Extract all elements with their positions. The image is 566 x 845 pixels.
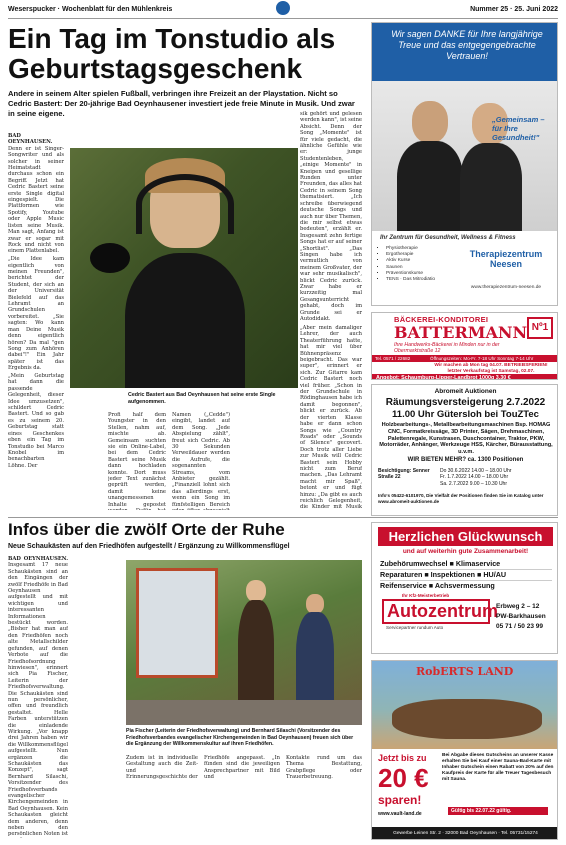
ad-auktion — [371, 384, 558, 516]
ad-besichtigung: Besichtigung: Senner Straße 22 — [378, 468, 430, 480]
ad-info: Info's 05422-6101970, Die Vielfalt der Positionen finden Sie im Katalog unter www.abromeit-auktionen.de — [378, 493, 544, 504]
ad-foot: WIR BIETEN MEHR? ca. 1300 Positionen — [407, 457, 524, 463]
ad-baeckerei — [371, 312, 558, 380]
ad-prefix: Jetzt bis zu — [378, 753, 427, 763]
spa-photo — [372, 661, 558, 749]
article-headline: Ein Tag im Tonstudio als Geburtstagsgeschenk — [8, 23, 336, 84]
photo-caption-2: Pia Fischer (Leiterin der Friedhofsverwaltung) und Bernhard Silaschi (Vorsitzender des Friedhofsverbandes evangelischer Kirchengemeinden in Bad Oeynhausen) freuen sich über die Ergänzung der Willkommenskultur auf ihren Friedhöfen. — [126, 728, 354, 747]
ad-offer: Angebot: Schaumburg-Lipper-Landbrot 1000g 3,30 € — [376, 375, 511, 380]
masthead — [8, 3, 558, 19]
photo-caption: Cedric Bastert aus Bad Oeynhausen hat seine erste Single aufgenommen. — [128, 392, 276, 405]
number-one-badge: Nº1 — [527, 317, 553, 339]
list-item: ▪ Ergotherapie — [386, 252, 435, 258]
column-text: Denn er ist Singer-Songwriter und als solcher in seiner Heimatstadt durchaus schon ein Begriff. Jetzt hat Cedric Bastert seine erste Single digital eingespielt. Die Plattformen wie Spotify, Youtube oder Apple Music listen seine Musik. Man sagt, Anfang ist zwar er sogar mit Rock und nicht von einem Plattenlabel. — [8, 145, 64, 255]
publication-name: Weserspucker · Wochenblatt für den Mühlenkreis — [8, 6, 173, 13]
ad-therapiezentrum — [371, 22, 558, 306]
team-photo — [372, 81, 558, 231]
service-item: Zubehörumwechsel ■ Klimaservice — [380, 559, 552, 570]
list-item: ▪ Aktiv Kurse — [386, 258, 435, 264]
column-text: Namen („Cedde") eingibt, landet auf dem Song. „Jede Abspielung zählt", freut sich Cedric. Ab 30 Sekunden Verweildauer werden die Aufrufe, die sogenannten Streams, vom Anbieter gezählt. „Finanziell lohnt sich das allerdings erst, wenn ein Song im fünfstelligen Bereich — [172, 412, 230, 508]
headphones-icon — [136, 174, 234, 234]
column-text: sik gehört und gelesen werden kann", ist seine Absicht. Denn der Song „Momente" ist für viele gedacht, die ähnliche Gefühle wie er: junge Studentenleben, „einige Momente" in Kneipen und gesellige Runden unter Freunden, das alles hat Cedric in seinem Song thematisiert. „Ich schreibe überwiegend deutsche Songs und auch nur über Themen, die mir selbst etwas bedeuten", erzählt er. Insgesamt zehn fertige Songs hat er auf seiner „Shortlist". „Das Singen habe ich vermutlich von meinem Großvater, der war sehr musikalisch", blickt Cedric zurück. Zwar habe er kurzzeitig mal Gesangsunterricht gehabt, doch im Grunde sei er Autodidakt. — [300, 111, 362, 321]
article-headline-2: Infos über die zwölf Orte der Ruhe — [8, 520, 285, 539]
ad-text: Bei Abgabe dieses Gutscheins an unserer Kasse erhalten Sie bei Kauf einer Sauna-Bad-Karte mit Inhaber Gutschein einen Rabatt von 20% auf den Kaufpreis der Karte für alle Treuer Tagesbesuch mit Sauna. — [442, 753, 554, 782]
ad-tagline: Servicepartner rundum Auto — [386, 625, 444, 630]
singer-photo — [70, 148, 298, 388]
ad-title: Herzlichen Glückwunsch — [378, 527, 553, 546]
article-column-3 — [172, 412, 230, 510]
article-column-4 — [300, 111, 362, 321]
ad-meister: Ihr Kfz-Meisterbetrieb — [402, 593, 450, 598]
list-item: ▪ Saunen — [386, 265, 435, 271]
bird-logo-icon — [276, 1, 290, 15]
ad-zentrum: Ihr Zentrum für Gesundheit, Wellness & Fitness — [380, 235, 516, 241]
column-text: Kontakte rund um das Thema Bestattung, Grabpflege oder Trauerbetreuung. — [286, 755, 362, 781]
ad-thanks-text: Wir sagen DANKE für Ihre langjährige Treue und das entgegengebrachte Vertrauen! — [391, 29, 543, 61]
column-text: Insgesamt 17 neue Schaukästen sind an den Eingängen der zwölf Friedhöfe in Bad Oeynhausen aufgestellt und mit wichtigen und interessanten Informationen bestückt worden. „Bisher hat man auf den Friedhöfen noch alte Metallschilder gefunden, auf denen Verbote auf die Friedhofsordnung hinwiesen", erinnert sich Pia Fischer, Leiterin der Friedhofsverwaltung. Die Schaukästen sind nun persönlicher, offen und freundlich gestaltet. Helle Farben unterstützen die einladende Wirkung. „Vor knapp drei Jahren haben wir die Willkommensflügel aufgestellt. Nun ergänzen die Schaukästen das Konzept", sagt Bernhard Silaschi, Vorsitzender des Friedhofsverbands evangelischer Kirchengemeinden in Bad Oeynhausen. Kein Schaukasten gleicht dem anderen, denn neben den persönlichen Noten ist — [8, 562, 68, 838]
date-row: Sa. 2.7.2022 9.00 – 10.30 Uhr — [440, 480, 507, 487]
ad-foot: Gewerbe Leinen Str. 2 · 32000 Bad Oeynhausen · Tel. 05731/15274 — [372, 827, 558, 840]
ad-addr1: Erbweg 2 – 12 — [496, 603, 540, 610]
list-item: ▪ TENS · Das Mitrodiätio — [386, 277, 435, 283]
column-text: Profi half dem Youngster in den Stellen, nahm auf, mischte ab. Gemeinsam suchten sie ein Online-Label, bei dem Cedric Bastert seine Musik dann hochladen konnte. Dort muss jeder Text zunächst geprüft werden, damit keine unangemessenen Inhalte gepostet — [108, 412, 166, 508]
service-item: Reifenservice ■ Achsvermessung — [380, 581, 495, 590]
friedhof-photo — [126, 560, 362, 725]
schaukasten — [136, 568, 218, 678]
date-row: Fr. 1.7.2022 14.00 – 18.00 Uhr — [440, 474, 509, 481]
column-text: Zudem ist in individuelle Gestaltung auch die Zeit- und Erinnerungsgeschichte der — [126, 755, 198, 781]
ad-sub: Räumungsversteigerung 2.7.2022 — [385, 397, 546, 408]
ad-body: Holzbearbeitungs-, Metallbearbeitungsmaschinen Bsp. HOMAG CNC, Formatkreissäge, 3D Printer, Sägen, Drehmaschinen, Palettenregale, Kunstrasen, Duschcontainer, Traktor, PKW, Motorräder, Anhänger, Werkzeuge HSS, Kärcher, Bürausstattung, u.v.m. — [379, 422, 553, 456]
column-text: „Mein Geburtstag hat dann die passende Gelegenheit, dieser Idee umzusetzen", schildert Cedric Bastert. Und so gab es zu seinem 20. Geburtstag statt eines Geschenkes eben ein Tag im Tonstudio bei Marco Knobel im benachbarten Löhne. Der — [8, 373, 64, 469]
ad-hours: Öffnungszeiten: Mo-Fr. 7-18 Uhr Sonntag 7-14 Uhr — [430, 356, 534, 361]
ad-dates — [440, 468, 511, 487]
ad-tel: 05 71 / 50 23 99 — [496, 623, 543, 630]
column-text: „Die Idee kam eigentlich von meinen Freunden", berichtet der Student, der sich an der Universität Bielefeld auf das Lehramt an Grundschulen vorbereitet. „Sie sagten: Wo kann man Deine Musik denn eigentlich hören? Da mal "gen Song zum Anhören dabei"!" Ein Jahr später ist das Ergebnis da. — [8, 256, 64, 372]
column-text: „Aber mein damaliger Lehrer, der auch Theaterführung hatte, hat mir viel über Bühnenpräsenz beigebracht. Das war super", erinnert er sich. Zur Gitarre kam Cedric Bastert noch viel früher. „Schon in der Grundschule in Rödinghausen habe ich damit begonnen", blickt er zurück. Ab der vierten Klasse habe er dann schon Songs wie „Country Roads" oder „Sounds of Silence" gecovert. Doch trotz aller Liebe zur Musik will Cedric Bastert sein Hobby nicht zum Beruf machen. „Das Lehramt macht mir Spaß", betont er und fügt hinzu: „Da gibt es auch reichlich Gelegenheit, die Kinder mit Musik — [300, 325, 362, 510]
ad-phone: Tel. 0571 / 22682 — [375, 356, 411, 361]
ad-sub: Ihre Handwerks-Bäckerei in Minden nur in der Obermarktstraße 12 — [394, 342, 500, 354]
ad-time: 11.00 Uhr Gütersloh bei TouZTec — [392, 409, 539, 420]
ad-sub: und auf weiterhin gute Zusammenarbeit! — [402, 548, 529, 555]
ad-glueckwunsch — [371, 522, 558, 654]
ad-web: www.vault-land.de — [378, 811, 422, 817]
article2-column-2 — [126, 755, 198, 835]
article-column-5 — [300, 325, 362, 510]
ad-addr2: PW-Barkhausen — [496, 613, 546, 620]
dateline: BAD OEYNHAUSEN. — [8, 133, 53, 146]
service-item: Reparaturen ■ Inspektionen ■ HU/AU — [380, 570, 552, 581]
services-list — [386, 246, 435, 283]
column-text: Friedhöfe angepasst. „In fünden sind die jeweiligen Ansprechpartner mit Bild und — [204, 755, 280, 781]
ad-notice: Wir machen ab Mon tag 04.07. BETRIEBSFERIEN! letzter Verkaufstag ist Samstag, 02.07. — [434, 363, 548, 374]
article-column-1 — [8, 133, 64, 510]
ad-price: 20 € — [378, 763, 429, 793]
dateline: BAD OEYNHAUSEN. — [8, 556, 68, 562]
article2-column-3 — [204, 755, 280, 835]
ad-top: BÄCKEREI-KONDITOREI — [394, 315, 489, 324]
microphone-icon — [90, 243, 130, 273]
ad-suffix: sparen! — [378, 793, 422, 807]
list-item: ▪ Präventionskurse — [386, 271, 435, 277]
ad-slogan: „Gemeinsam – für Ihre Gesundheit!" — [492, 115, 545, 142]
ad-name: BATTERMANN — [394, 323, 528, 342]
article2-column-1 — [8, 556, 68, 838]
ad-brand: Therapiezentrum Neesen — [469, 249, 543, 269]
article-subheadline-2: Neue Schaukästen auf den Friedhöfen aufgestellt / Ergänzung zu Willkommensflügel — [8, 543, 290, 550]
article2-column-4 — [286, 755, 362, 835]
article-lead: Andere in seinem Alter spielen Fußball, verbringen ihre Freizeit an der Playstation. Nicht so Cedric Bastert: Der 20-jährige Bad Oeynhausener investiert jede freie Minute in Musik. Und zwar in seine eigene. — [8, 89, 355, 118]
ad-valid: Gültig bis 22.07.22 gültig. — [448, 807, 548, 815]
ad-brand: Autozentrum — [382, 599, 490, 624]
ad-logo: RobERTS LAND — [416, 665, 514, 678]
article-column-2 — [108, 412, 166, 510]
ad-title: Abromeit Auktionen — [434, 388, 497, 395]
issue-info: Nummer 25 · 25. Juni 2022 — [470, 6, 558, 13]
ad-spa — [371, 660, 558, 840]
service-items — [380, 559, 552, 591]
ad-web: www.therapiezentrum-neesen.de — [470, 285, 542, 290]
date-row: Do 30.6.2022 14.00 – 18.00 Uhr — [440, 468, 512, 474]
list-item: ▪ Physiotherapie — [386, 246, 435, 252]
